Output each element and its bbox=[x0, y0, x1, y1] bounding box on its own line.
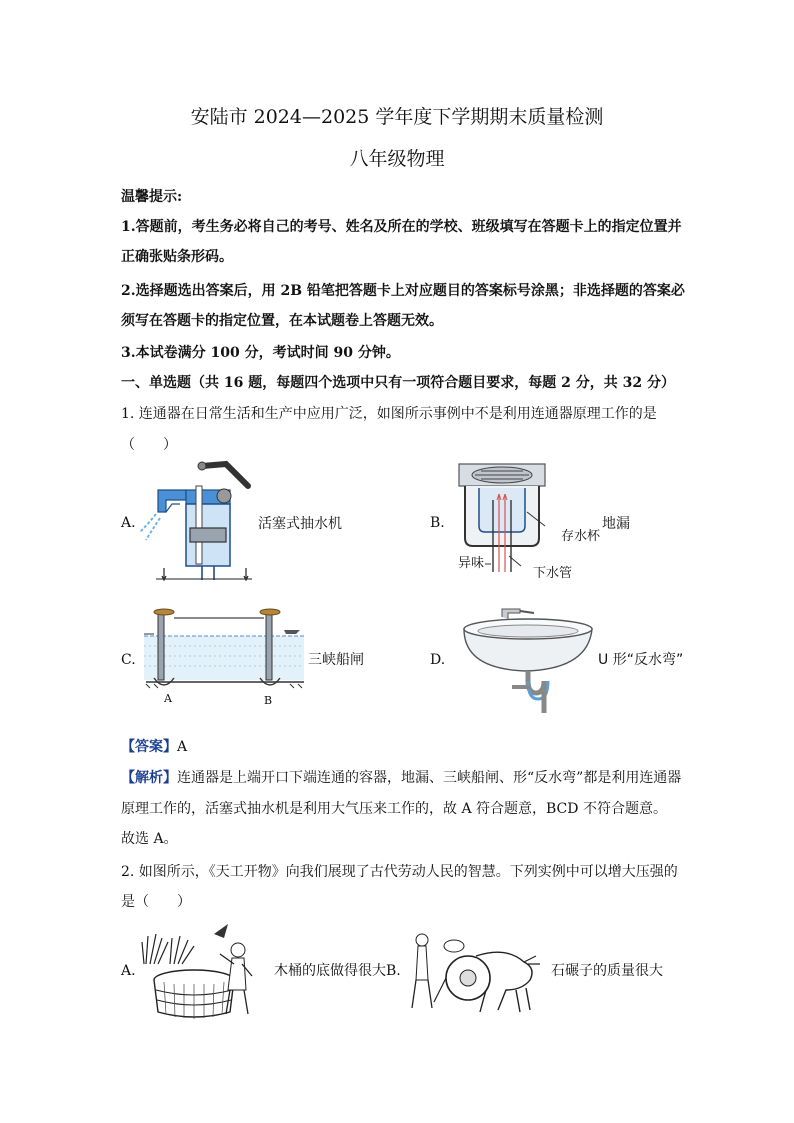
q1-option-c-mark-a: A bbox=[164, 692, 172, 705]
q2-option-a-label: 木桶的底做得很大 bbox=[274, 963, 386, 979]
q1-option-b-callout-pipe: 下水管 bbox=[533, 566, 573, 581]
tip-2-line-1: 2.选择题选出答案后，用 2B 铅笔把答题卡上对应题目的答案标号涂黑；非选择题的答案必 bbox=[121, 283, 685, 299]
analysis-text-1: 连通器是上端开口下端连通的容器，地漏、三峡船闸、形“反水弯”都是利用连通器 bbox=[177, 770, 682, 786]
wooden-bucket-figure bbox=[140, 920, 268, 1022]
q2-stem-line-2: 是（ ） bbox=[121, 894, 191, 910]
tip-1-line-1: 1.答题前，考生务必将自己的考号、姓名及所在的学校、班级填写在答题卡上的指定位置并 bbox=[121, 219, 682, 235]
q2-option-a-letter: A. bbox=[121, 963, 136, 979]
q1-option-c-label: 三峡船闸 bbox=[308, 652, 364, 668]
q2-stem-line-1: 2. 如图所示，《天工开物》向我们展现了古代劳动人民的智慧。下列实例中可以增大压强的 bbox=[121, 864, 678, 880]
tip-3: 3.本试卷满分 100 分，考试时间 90 分钟。 bbox=[121, 345, 400, 361]
q1-option-c-mark-b: B bbox=[264, 694, 273, 707]
q1-option-c-letter: C. bbox=[121, 652, 136, 668]
q1-analysis-line-3: 故选 A。 bbox=[121, 831, 178, 847]
tip-2-line-2: 须写在答题卡的指定位置，在本试题卷上答题无效。 bbox=[121, 313, 443, 329]
q1-answer bbox=[121, 737, 187, 757]
q1-option-b-label: 地漏 bbox=[602, 516, 630, 532]
q1-option-d-label: U 形“反水弯” bbox=[598, 652, 684, 668]
q1-analysis-line-2: 原理工作的，活塞式抽水机是利用大气压来工作的，故 A 符合题意，BCD 不符合题意。 bbox=[121, 801, 667, 817]
q1-analysis-line-1 bbox=[121, 768, 681, 788]
q1-option-d-letter: D. bbox=[430, 652, 446, 668]
q1-option-b-callout-odor: 异味 bbox=[458, 556, 485, 571]
q1-stem-line-2: （ ） bbox=[121, 437, 177, 453]
analysis-tag: 【解析】 bbox=[121, 770, 177, 786]
q1-stem-line-1: 1. 连通器在日常生活和生产中应用广泛，如图所示事例中不是利用连通器原理工作的是 bbox=[121, 406, 657, 422]
piston-pump-figure bbox=[136, 460, 260, 585]
tip-1-line-2: 正确张贴条形码。 bbox=[121, 249, 233, 265]
q1-option-a-label: 活塞式抽水机 bbox=[258, 516, 342, 532]
exam-subject: 八年级物理 bbox=[349, 148, 445, 170]
section-heading: 一、单选题（共 16 题，每题四个选项中只有一项符合题目要求，每题 2 分，共 32 分） bbox=[121, 375, 675, 391]
tips-heading: 温馨提示: bbox=[121, 189, 183, 205]
exam-title: 安陆市 2024—2025 学年度下学期期末质量检测 bbox=[190, 106, 604, 128]
ship-lock-figure bbox=[140, 606, 308, 692]
stone-roller-figure bbox=[406, 928, 544, 1018]
q2-option-b-label: 石碾子的质量很大 bbox=[551, 963, 663, 979]
answer-value: A bbox=[177, 739, 188, 755]
sink-u-bend-figure bbox=[460, 603, 596, 715]
answer-tag: 【答案】 bbox=[121, 739, 177, 755]
q1-option-a-letter: A. bbox=[121, 515, 136, 531]
q1-option-b-letter: B. bbox=[430, 515, 445, 531]
q1-option-b-callout-cup: 存水杯 bbox=[561, 529, 601, 544]
q2-option-b-letter: B. bbox=[386, 963, 401, 979]
